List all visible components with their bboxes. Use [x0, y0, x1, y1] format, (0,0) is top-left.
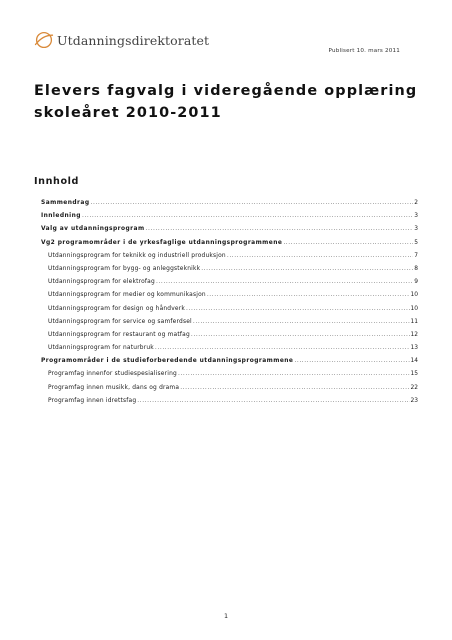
toc-leader-dots: [156, 276, 413, 289]
toc-entry-page: 7: [414, 252, 418, 259]
toc-leader-dots: [146, 223, 414, 236]
publication-date: Publisert 10. mars 2011: [328, 48, 400, 54]
logo-text: Utdanningsdirektoratet: [57, 32, 210, 48]
toc-entry-title: Valg av utdanningsprogram: [41, 226, 145, 233]
toc-entry-page: 15: [410, 371, 418, 378]
toc-entry-page: 10: [410, 305, 418, 312]
toc-entry[interactable]: [41, 197, 418, 210]
toc-leader-dots: [180, 382, 409, 395]
toc-entry-page: 13: [410, 345, 418, 352]
toc-entry[interactable]: [41, 250, 418, 263]
toc-leader-dots: [294, 355, 409, 368]
toc-entry-title: Utdanningsprogram for teknikk og industriell produksjon: [48, 252, 226, 259]
toc-entry[interactable]: [41, 395, 418, 408]
toc-entry-page: 8: [414, 265, 418, 272]
document-title: [34, 80, 424, 124]
toc-entry[interactable]: [41, 382, 418, 395]
toc-entry-page: 5: [414, 239, 418, 246]
toc-entry-title: Utdanningsprogram for restaurant og matfag: [48, 331, 190, 338]
toc-heading: Innhold: [34, 176, 80, 187]
toc-entry[interactable]: [41, 329, 418, 342]
toc-entry-title: Vg2 programområder i de yrkesfaglige utdanningsprogrammene: [41, 239, 283, 246]
toc-entry[interactable]: [41, 289, 418, 302]
toc-leader-dots: [82, 210, 413, 223]
toc-entry-title: Programfag innenfor studiespesialisering: [48, 371, 177, 378]
toc-entry-page: 3: [414, 213, 418, 220]
toc-entry[interactable]: [41, 355, 418, 368]
toc-entry-page: 23: [410, 397, 418, 404]
toc-leader-dots: [193, 316, 410, 329]
toc-leader-dots: [201, 263, 413, 276]
toc-entry[interactable]: [41, 263, 418, 276]
toc-entry-title: Programfag innen idrettsfag: [48, 397, 137, 404]
toc-entry-title: Utdanningsprogram for naturbruk: [48, 345, 154, 352]
toc-entry-page: 2: [414, 200, 418, 206]
toc-entry-title: Innledning: [41, 213, 81, 220]
toc-leader-dots: [178, 368, 410, 381]
toc-entry-page: 14: [410, 358, 418, 365]
toc-entry-title: Utdanningsprogram for medier og kommunikasjon: [48, 292, 206, 299]
toc-entry-title: Programfag innen musikk, dans og drama: [48, 384, 180, 391]
toc-entry[interactable]: [41, 303, 418, 316]
logo: [34, 30, 209, 50]
toc-leader-dots: [137, 395, 409, 408]
toc-leader-dots: [155, 342, 410, 355]
toc-leader-dots: [186, 303, 410, 316]
page-number: 1: [223, 612, 229, 620]
toc-entry-page: 10: [410, 292, 418, 299]
toc-entry[interactable]: [41, 276, 418, 289]
toc-entry[interactable]: [41, 342, 418, 355]
toc-entry-page: 12: [410, 331, 418, 338]
toc-entry-title: Utdanningsprogram for elektrofag: [48, 279, 155, 286]
title-line-1: Elevers fagvalg i videregående opplæring: [34, 83, 418, 99]
toc-leader-dots: [91, 197, 414, 210]
toc-entry[interactable]: [41, 237, 418, 250]
toc-entry-page: 22: [410, 384, 418, 391]
globe-swoosh-icon: [34, 30, 54, 50]
toc-entry-title: Sammendrag: [41, 200, 90, 206]
toc-leader-dots: [283, 237, 413, 250]
toc-entry-title: Utdanningsprogram for bygg- og anleggsteknikk: [48, 265, 201, 272]
toc-entry-page: 3: [414, 226, 418, 233]
table-of-contents: [41, 197, 418, 408]
toc-entry-page: 9: [414, 279, 418, 286]
toc-leader-dots: [207, 289, 410, 302]
toc-leader-dots: [191, 329, 410, 342]
toc-entry-title: Utdanningsprogram for design og håndverk: [48, 305, 185, 312]
toc-entry-page: 11: [410, 318, 418, 325]
toc-entry[interactable]: [41, 223, 418, 236]
title-line-2: skoleåret 2010-2011: [34, 105, 222, 121]
toc-leader-dots: [227, 250, 413, 263]
toc-entry[interactable]: [41, 316, 418, 329]
toc-entry-title: Utdanningsprogram for service og samferdsel: [48, 318, 192, 325]
toc-entry[interactable]: [41, 210, 418, 223]
toc-entry-title: Programområder i de studieforberedende utdanningsprogrammene: [41, 358, 294, 365]
toc-entry[interactable]: [41, 368, 418, 381]
